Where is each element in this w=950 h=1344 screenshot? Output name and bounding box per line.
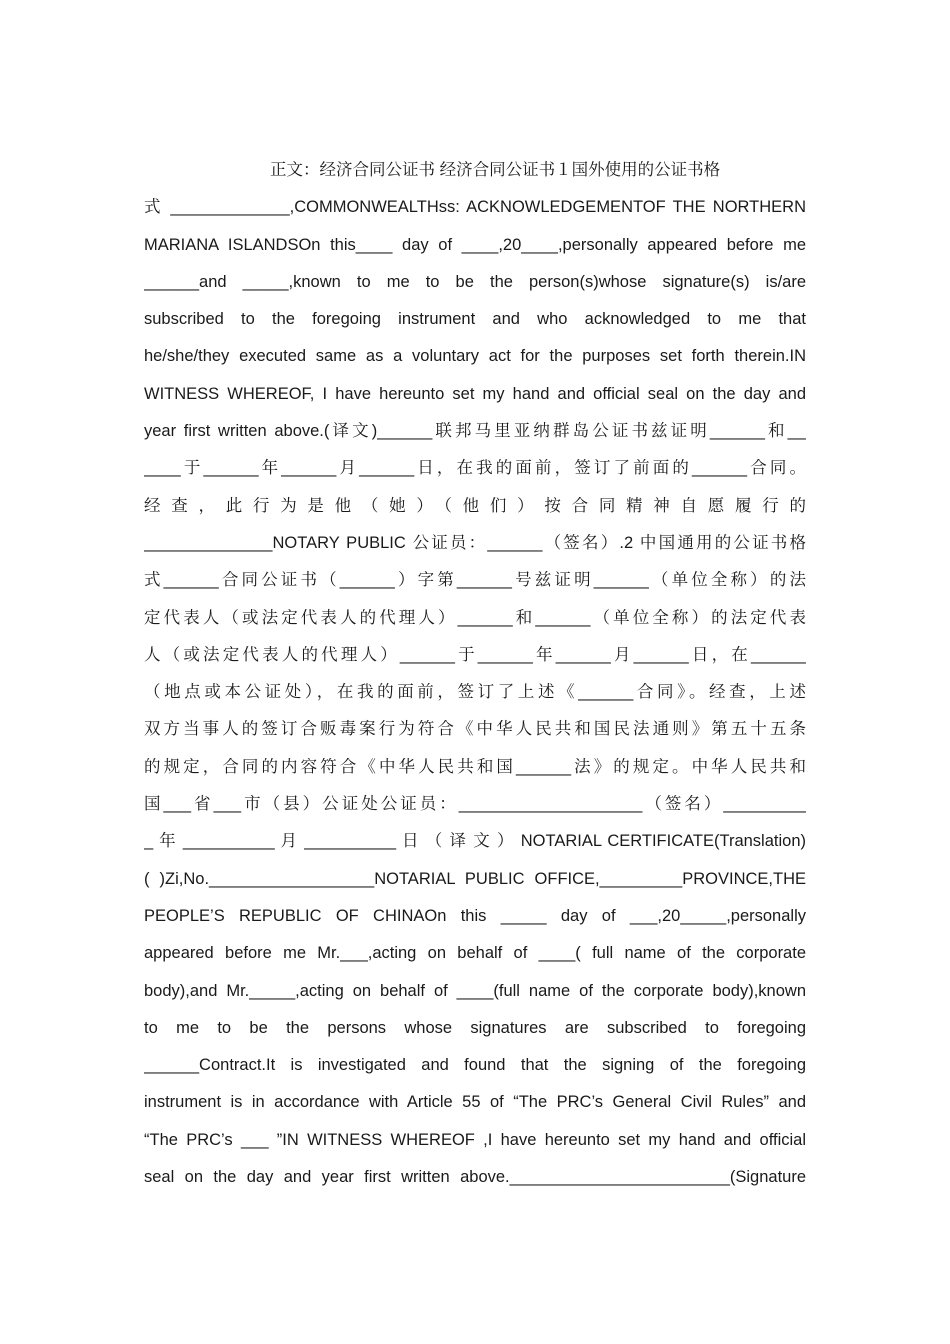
text-line: ______Contract.It is investigated and found that the signing of the foregoing	[144, 1056, 806, 1075]
text-line: to me to be the persons whose signatures are subscribed to foregoing	[144, 1018, 806, 1037]
text-line: 的规定，合同的内容符合《中华人民共和国______法》的规定。中华人民共和	[144, 757, 806, 776]
text-line: 式______合同公证书（______）字第______号兹证明______（单位全称）的法	[144, 571, 806, 590]
text-line: “The PRC’s ___ ”IN WITNESS WHEREOF ,I have hereunto set my hand and official	[144, 1130, 806, 1149]
text-line: 人（或法定代表人的代理人）______于______年______月______日，在______	[144, 645, 806, 664]
text-line: （地点或本公证处），在我的面前，签订了上述《______合同》。经查，上述	[144, 683, 806, 702]
text-line: 经查，此行为是他（她）（他们）按合同精神自愿履行的	[144, 496, 806, 515]
text-line: 定代表人（或法定代表人的代理人）______和______（单位全称）的法定代表	[144, 608, 806, 627]
text-line: _ 年 __________ 月 __________ 日 （ 译 文 ） NOTARIAL CERTIFICATE(Translation)	[144, 832, 806, 851]
text-line: year first written above.(译文)______联邦马里亚纳群岛公证书兹证明______和__	[144, 422, 806, 441]
text-line: MARIANA ISLANDSOn this____ day of ____,20____,personally appeared before me	[144, 235, 806, 254]
text-line: WITNESS WHEREOF, I have hereunto set my hand and official seal on the day and	[144, 384, 806, 403]
document-body	[144, 152, 806, 1196]
text-line: ______and _____,known to me to be the person(s)whose signature(s) is/are	[144, 272, 806, 291]
text-line: instrument is in accordance with Article 55 of “The PRC’s General Civil Rules” and	[144, 1093, 806, 1112]
text-line: ____于______年______月______日，在我的面前，签订了前面的______合同。	[144, 459, 806, 478]
text-line: 双方当事人的签订合贩毒案行为符合《中华人民共和国民法通则》第五十五条	[144, 720, 806, 739]
text-line: ______________NOTARY PUBLIC 公证员：______（签名）.2 中国通用的公证书格	[144, 533, 806, 552]
text-line: seal on the day and year first written above.________________________(Signature	[144, 1168, 806, 1187]
text-line: PEOPLE’S REPUBLIC OF CHINAOn this _____ day of ___,20_____,personally	[144, 906, 806, 925]
text-line: he/she/they executed same as a voluntary act for the purposes set forth therein.IN	[144, 347, 806, 366]
text-line: ( )Zi,No.__________________NOTARIAL PUBLIC OFFICE,_________PROVINCE,THE	[144, 869, 806, 888]
text-line: 正文：经济合同公证书 经济合同公证书１国外使用的公证书格	[270, 161, 721, 179]
text-line: 式 _____________,COMMONWEALTHss: ACKNOWLEDGEMENTOF THE NORTHERN	[144, 198, 806, 217]
text-line: appeared before me Mr.___,acting on behalf of ____( full name of the corporate	[144, 944, 806, 963]
text-line: body),and Mr._____,acting on behalf of ____(full name of the corporate body),known	[144, 981, 806, 1000]
text-line: 国___省___市（县）公证处公证员：____________________（签名）_________	[144, 795, 806, 814]
text-line: subscribed to the foregoing instrument and who acknowledged to me that	[144, 310, 806, 329]
